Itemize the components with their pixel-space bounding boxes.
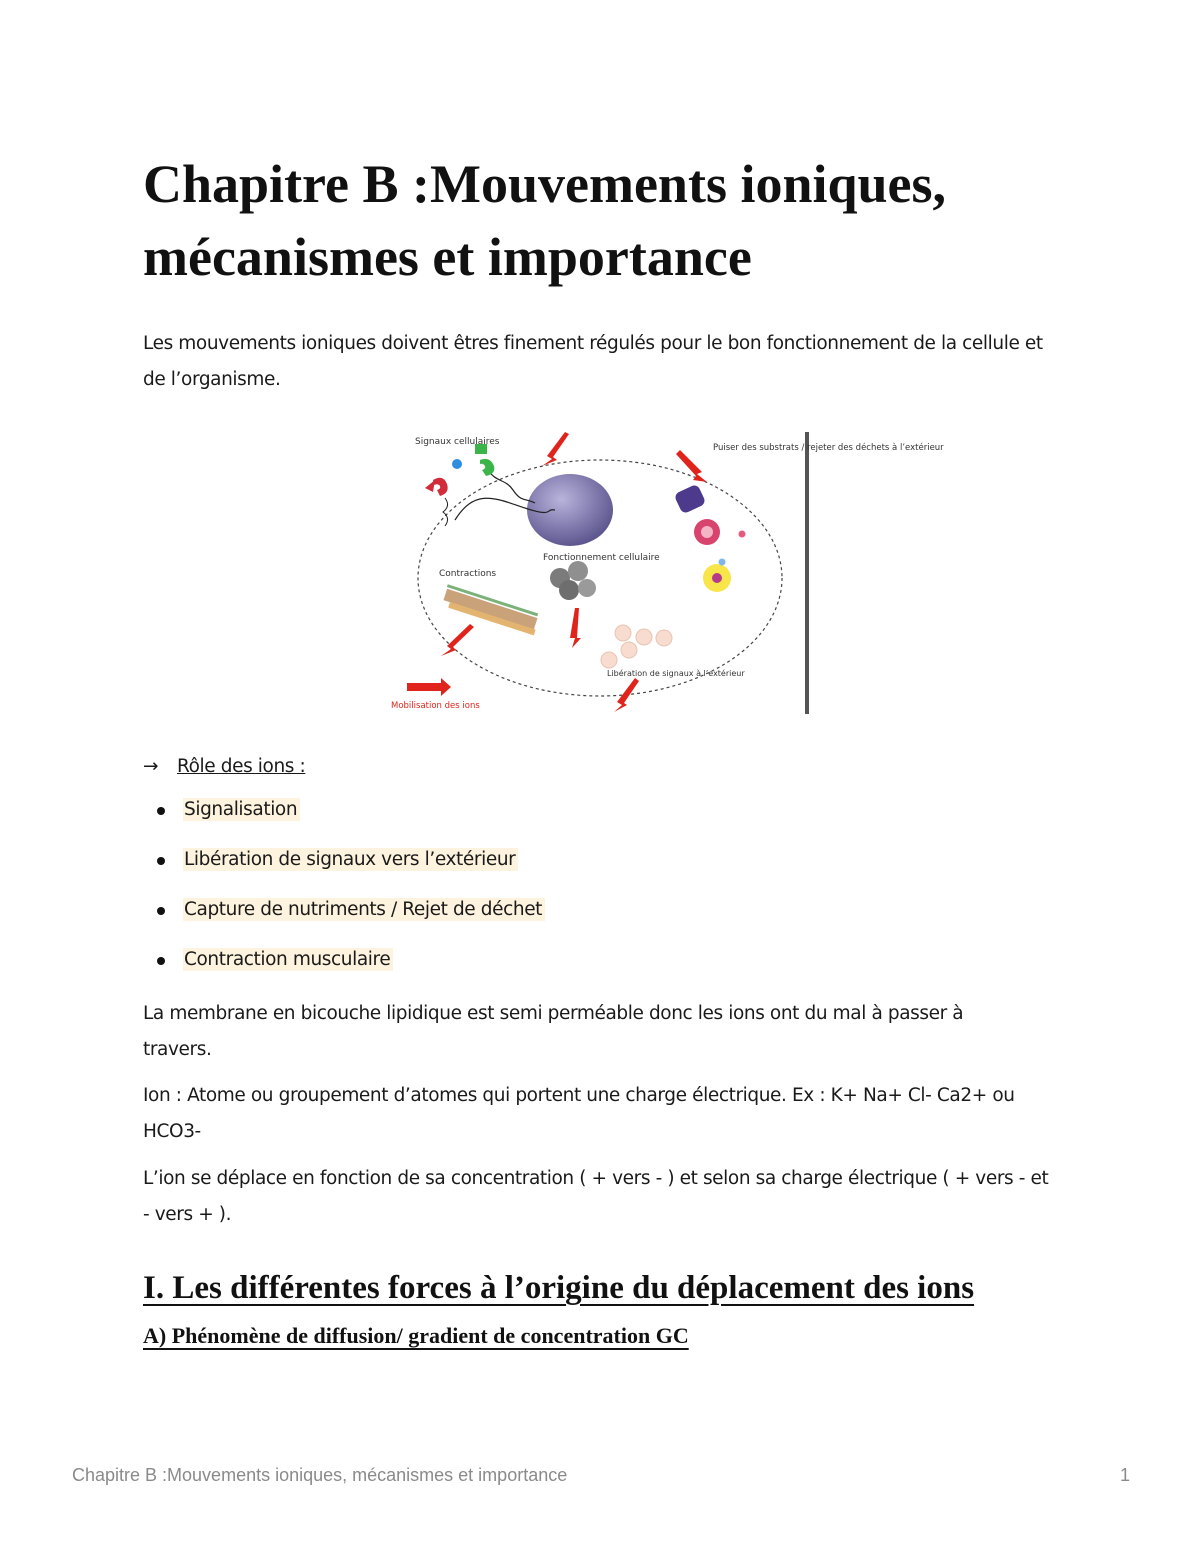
signal-red-triangle xyxy=(425,480,435,492)
bullet-icon xyxy=(157,907,165,915)
role-item-text: Libération de signaux vers l’extérieur xyxy=(183,848,518,871)
figure-side-bar xyxy=(805,432,809,714)
transporter-purple xyxy=(674,484,707,515)
arrow-icon: → xyxy=(143,756,159,777)
label-puiser-line: Puiser des substrats / rejeter des déchets à l’extérieur xyxy=(713,443,944,453)
list-item xyxy=(143,945,545,995)
membrane-paragraph: La membrane en bicouche lipidique est semi perméable donc les ions ont du mal à passer à travers. xyxy=(143,1003,964,1060)
role-item-text: Contraction musculaire xyxy=(183,948,393,971)
page-footer xyxy=(72,1465,1130,1486)
label-mobilisation: Mobilisation des ions xyxy=(391,701,480,711)
role-item-text: Capture de nutriments / Rejet de déchet xyxy=(183,898,545,921)
label-fonctionnement: Fonctionnement cellulaire xyxy=(543,553,660,563)
roles-list xyxy=(143,795,545,995)
legend-arrow xyxy=(407,678,451,696)
roles-heading-line xyxy=(143,752,305,782)
label-liberation: Libération de signaux à l’extérieur xyxy=(607,669,745,678)
section-heading-1: I. Les différentes forces à l’origine du déplacement des ions xyxy=(143,1270,975,1306)
receptor-red xyxy=(433,478,448,496)
list-item xyxy=(143,845,545,895)
page-title: Chapitre B :Mouvements ioniques, mécanismes et importance xyxy=(143,154,947,287)
vesicle xyxy=(615,625,631,641)
list-item xyxy=(143,795,545,845)
signal-dot-blue xyxy=(452,459,462,469)
section-heading-1a: A) Phénomène de diffusion/ gradient de concentration GC xyxy=(143,1323,689,1348)
intro-paragraph: Les mouvements ioniques doivent êtres finement régulés pour le bon fonctionnement de la cellule et de l’organisme. xyxy=(143,333,1043,390)
ion-definition-paragraph: Ion : Atome ou groupement d’atomes qui portent une charge électrique. Ex : K+ Na+ Cl- Ca2+ ou HCO3- xyxy=(143,1085,1015,1142)
role-item-text: Signalisation xyxy=(183,798,300,821)
signal-line-2 xyxy=(487,468,535,503)
bullet-icon xyxy=(157,807,165,815)
ion-movement-figure xyxy=(385,428,944,718)
bullet-icon xyxy=(157,957,165,965)
figure-svg xyxy=(385,428,944,718)
list-item xyxy=(143,895,545,945)
nucleus xyxy=(527,474,613,546)
footer-title: Chapitre B :Mouvements ioniques, mécanismes et importance xyxy=(72,1465,568,1485)
roles-heading: Rôle des ions : xyxy=(177,756,306,777)
label-puiser xyxy=(713,442,944,453)
page-number: 1 xyxy=(1119,1465,1130,1485)
label-contractions: Contractions xyxy=(439,569,497,579)
bullet-icon xyxy=(157,857,165,865)
deplacement-paragraph: L’ion se déplace en fonction de sa concentration ( + vers - ) et selon sa charge électrique ( + vers - et - vers + ). xyxy=(143,1168,1049,1225)
receptor-green xyxy=(480,459,494,476)
label-signaux: Signaux cellulaires xyxy=(415,437,500,447)
